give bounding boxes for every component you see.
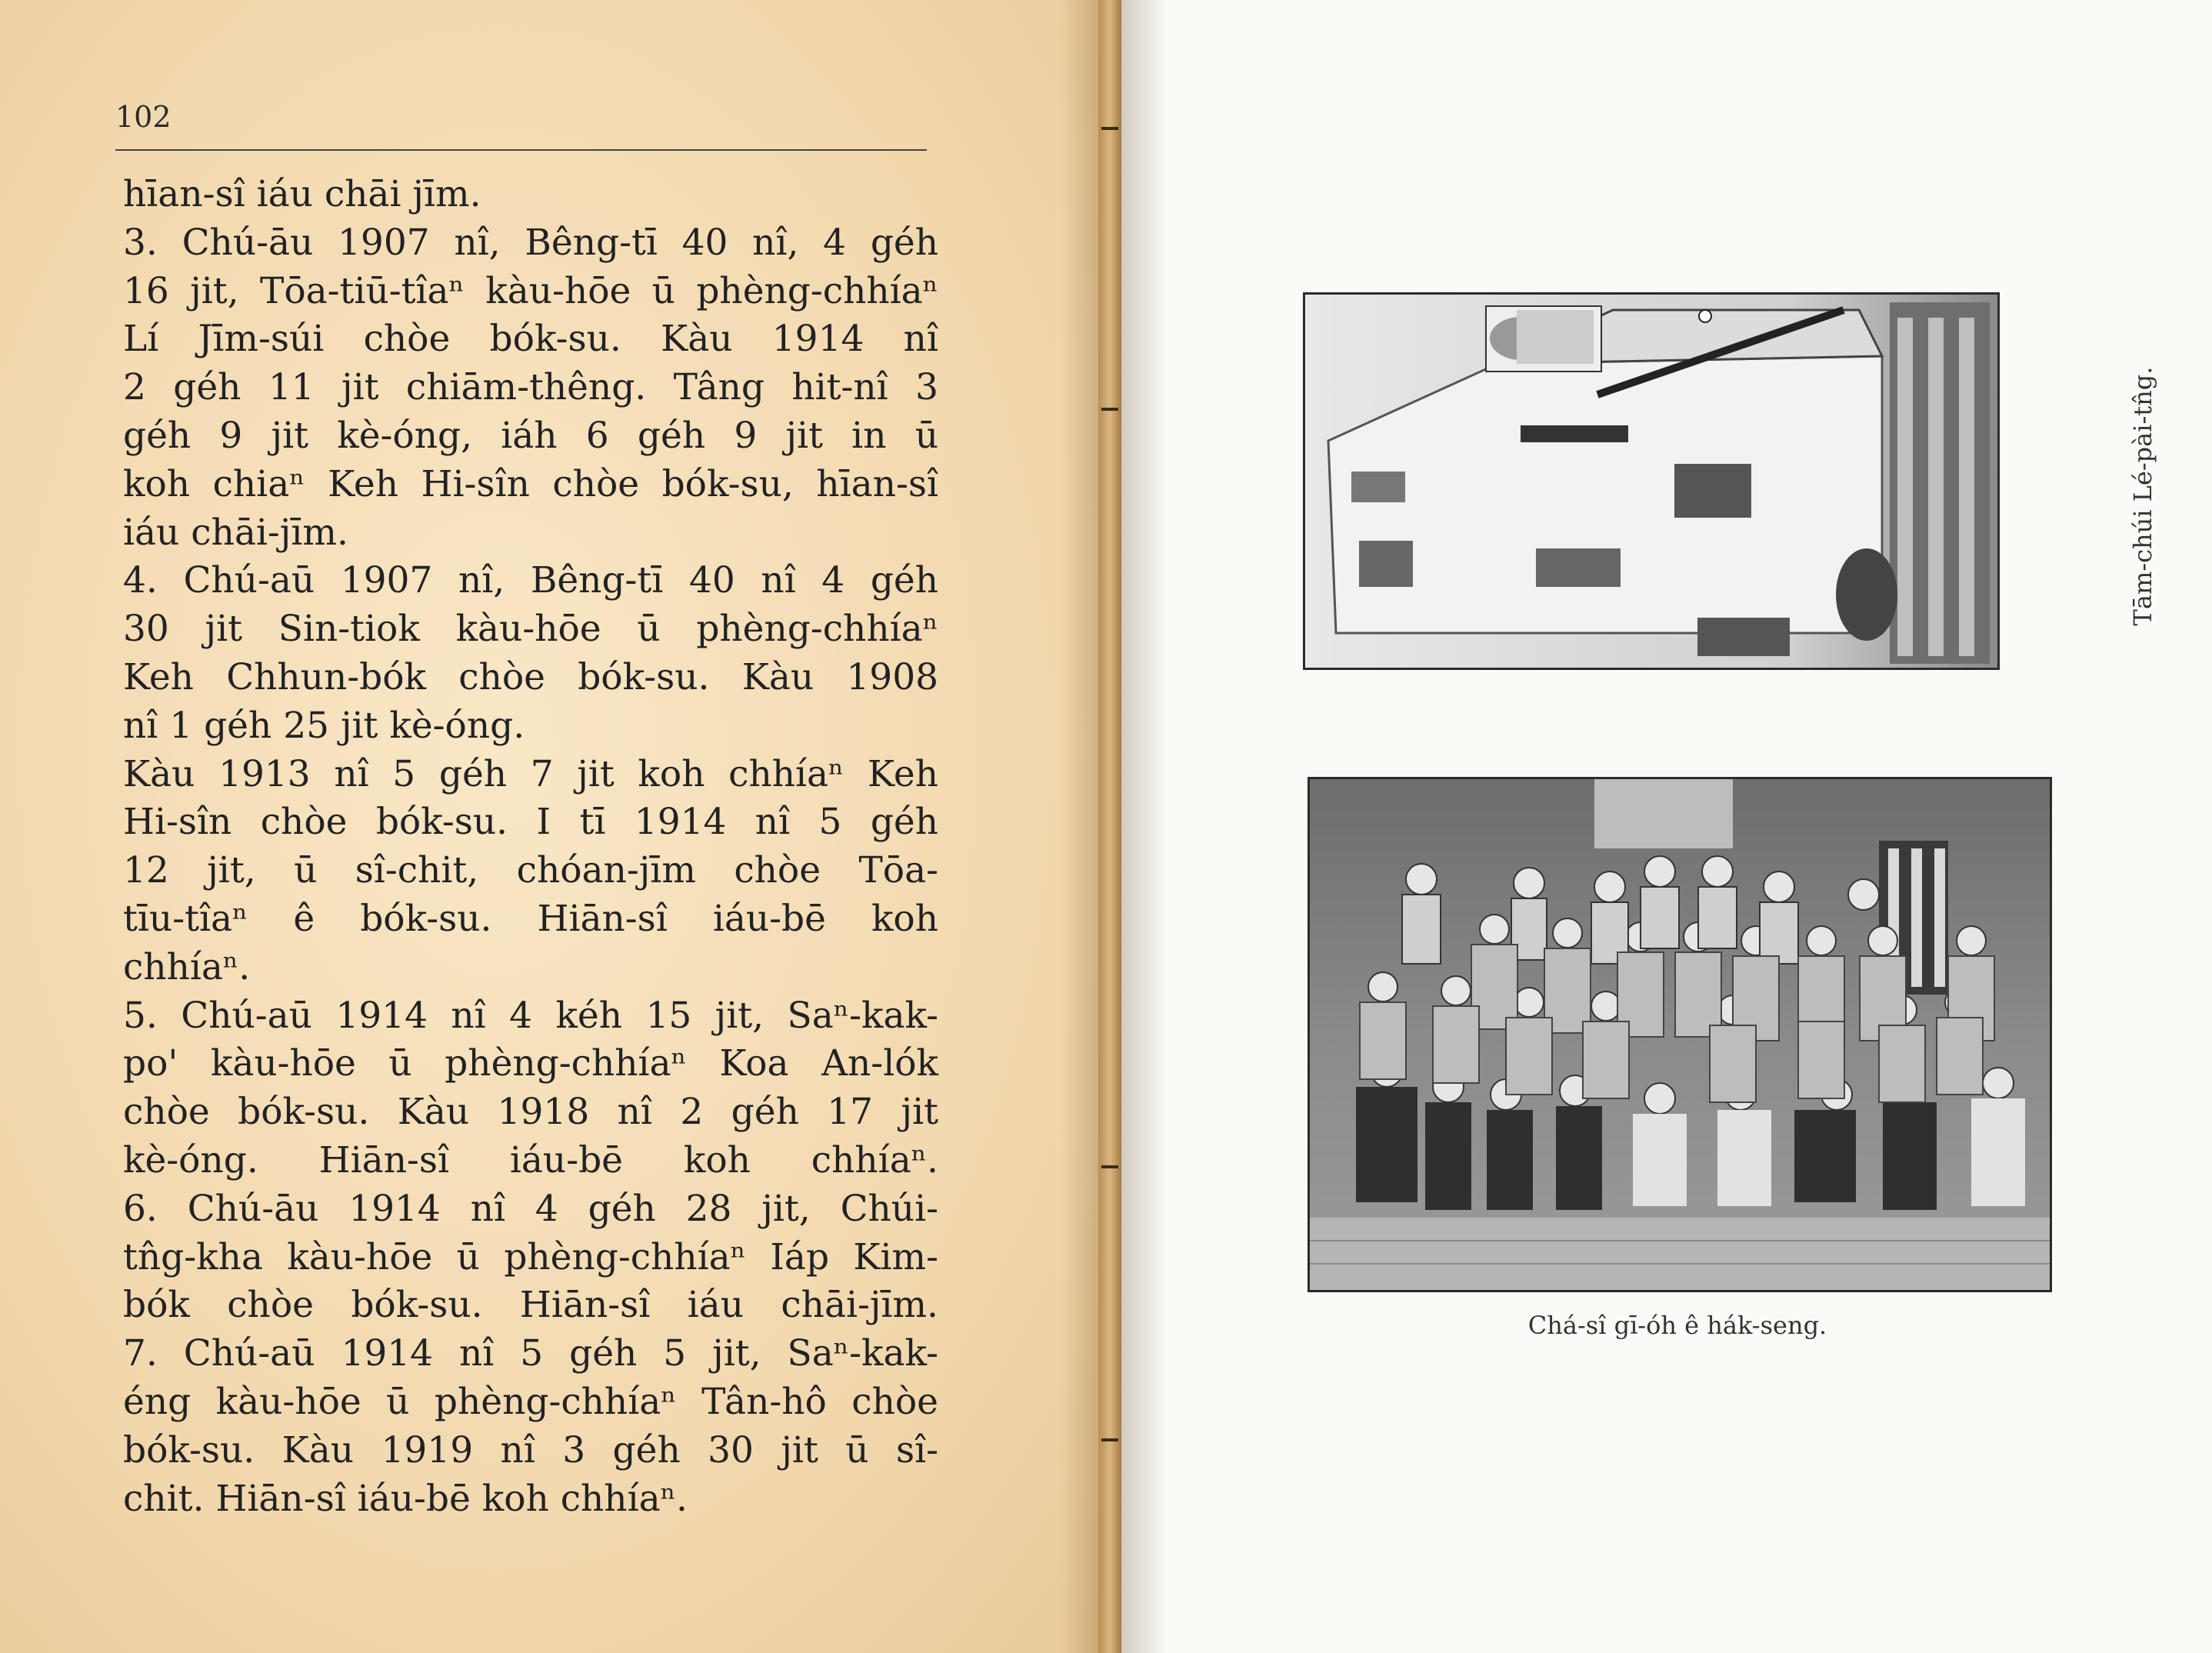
- text-line: tīu-tîaⁿ ê bók-su. Hiān-sî iáu-bē koh: [123, 897, 938, 940]
- church-photo-caption: Tām-chúi Lé-pài-tn̂g.: [2128, 366, 2157, 626]
- header-rule: [115, 149, 927, 151]
- binding-stitch: [1101, 1438, 1118, 1441]
- text-line: géh 9 jit kè-óng, iáh 6 géh 9 jit in ū: [123, 414, 938, 457]
- body-text: [123, 171, 938, 1523]
- text-line: nî 1 géh 25 jit kè-óng.: [123, 704, 525, 747]
- binding-stitch: [1101, 1165, 1118, 1168]
- text-line: koh chiaⁿ Keh Hi-sîn chòe bók-su, hīan-sî: [123, 462, 938, 505]
- text-line: po' kàu-hōe ū phèng-chhíaⁿ Koa An-lók: [123, 1042, 938, 1085]
- church-photo: [1303, 292, 2000, 670]
- text-line: bók-su. Kàu 1919 nî 3 géh 30 jit ū sî-: [123, 1428, 938, 1471]
- book-binding: [1098, 0, 1121, 1653]
- text-line: chòe bók-su. Kàu 1918 nî 2 géh 17 jit: [123, 1091, 938, 1134]
- text-line: éng kàu-hōe ū phèng-chhíaⁿ Tân-hô chòe: [123, 1380, 938, 1423]
- text-line: 2 géh 11 jit chiām-thêng. Tâng hit-nî 3: [123, 366, 938, 409]
- students-photo-caption: Chá-sî gī-óh ê hák-seng.: [1527, 1311, 1827, 1340]
- page-number: 102: [115, 100, 172, 134]
- text-line: Hi-sîn chòe bók-su. I tī 1914 nî 5 géh: [123, 801, 938, 844]
- text-line: chit. Hiān-sî iáu-bē koh chhíaⁿ.: [123, 1477, 688, 1520]
- text-line: bók chòe bók-su. Hiān-sî iáu chāi-jīm.: [123, 1284, 938, 1327]
- text-line: 16 jit, Tōa-tiū-tîaⁿ kàu-hōe ū phèng-chhíaⁿ: [123, 269, 938, 312]
- binding-stitch: [1101, 408, 1118, 411]
- text-line: 6. Chú-āu 1914 nî 4 géh 28 jit, Chúi-: [123, 1187, 938, 1230]
- text-line: Kàu 1913 nî 5 géh 7 jit koh chhíaⁿ Keh: [123, 752, 938, 795]
- binding-stitch: [1101, 127, 1118, 130]
- text-line: 4. Chú-aū 1907 nî, Bêng-tī 40 nî 4 géh: [123, 559, 938, 602]
- text-line: tn̂g-kha kàu-hōe ū phèng-chhíaⁿ Iáp Kim-: [123, 1235, 938, 1278]
- students-photo: [1308, 777, 2052, 1292]
- text-line: 30 jit Sin-tiok kàu-hōe ū phèng-chhíaⁿ: [123, 608, 938, 651]
- text-line: 3. Chú-āu 1907 nî, Bêng-tī 40 nî, 4 géh: [123, 221, 938, 264]
- text-line: Keh Chhun-bók chòe bók-su. Kàu 1908: [123, 655, 938, 698]
- text-line: iáu chāi-jīm.: [123, 511, 348, 554]
- gutter-shadow-right: [1121, 0, 1168, 1653]
- text-line: hīan-sî iáu chāi jīm.: [123, 173, 481, 215]
- text-line: Lí Jīm-súi chòe bók-su. Kàu 1914 nî: [123, 318, 938, 361]
- text-line: chhíaⁿ.: [123, 945, 251, 988]
- text-line: 5. Chú-aū 1914 nî 4 kéh 15 jit, Saⁿ-kak-: [123, 994, 938, 1037]
- text-line: kè-óng. Hiān-sî iáu-bē koh chhíaⁿ.: [123, 1138, 938, 1181]
- text-line: 12 jit, ū sî-chit, chóan-jīm chòe Tōa-: [123, 849, 938, 892]
- text-line: 7. Chú-aū 1914 nî 5 géh 5 jit, Saⁿ-kak-: [123, 1332, 938, 1375]
